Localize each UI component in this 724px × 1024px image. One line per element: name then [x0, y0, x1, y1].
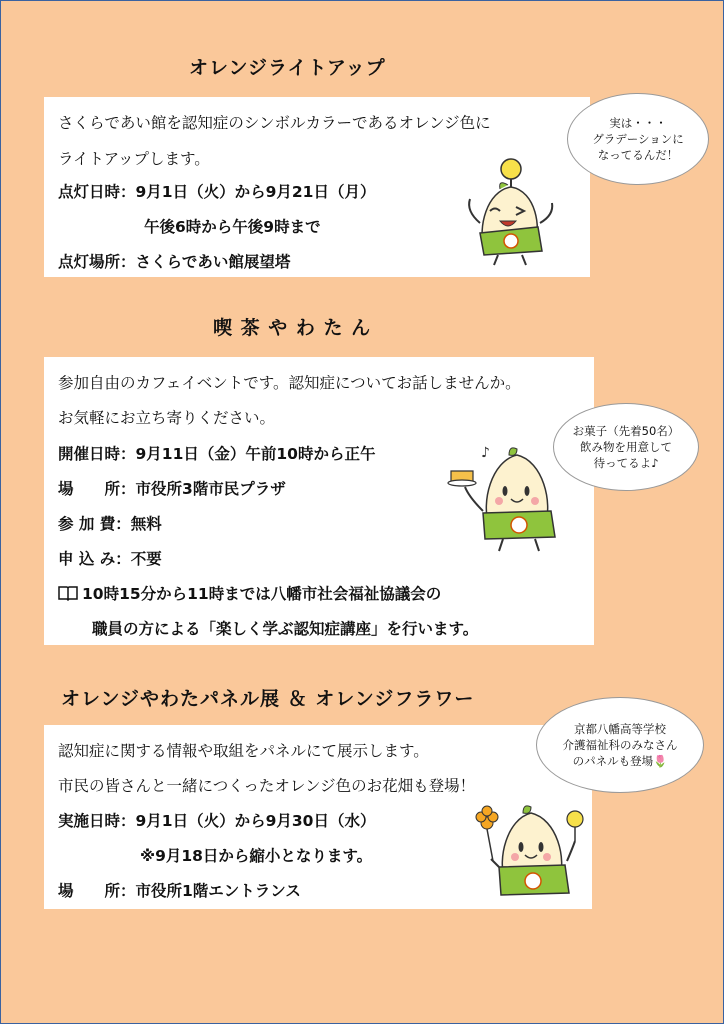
place-label: 点灯場所： [58, 253, 136, 271]
bubble-line: なってるんだ！ [597, 148, 679, 162]
section-title-light-up: オレンジライトアップ [189, 57, 386, 79]
apply-label: 申 込 み： [58, 550, 131, 568]
fee-label: 参 加 費： [58, 515, 131, 533]
description-line: さくらであい館を認知症のシンボルカラーであるオレンジ色に [58, 114, 491, 132]
date-label: 実施日時： [58, 812, 136, 830]
speech-bubble [553, 403, 699, 491]
place-row [58, 477, 286, 499]
date-value: 9月11日（金）午前10時から正午 [135, 445, 376, 463]
fee-value: 無料 [130, 515, 162, 533]
date-value: 9月1日（火）から9月21日（月） [135, 183, 376, 201]
place-row [58, 250, 290, 272]
bubble-line: 待ってるよ♪ [593, 456, 659, 470]
bubble-line: 介護福祉科のみなさん [562, 738, 678, 752]
bubble-line: 実は・・・ [609, 116, 667, 130]
svg-text:♪: ♪ [481, 445, 490, 461]
time-value: 午後6時から午後9時まで [144, 218, 321, 236]
date-row [58, 809, 375, 831]
mascot-illustration [456, 151, 561, 269]
description-line: お気軽にお立ち寄りください。 [58, 409, 276, 427]
mascot-illustration [471, 801, 591, 906]
bubble-line: 京都八幡高等学校 [574, 722, 666, 736]
speech-bubble [536, 697, 704, 793]
description-line: 市民の皆さんと一緒につくったオレンジ色のお花畑も登場！ [58, 777, 476, 795]
bubble-line: グラデーションに [592, 132, 684, 146]
place-value: 市役所1階エントランス [135, 882, 301, 900]
place-value: 市役所3階市民プラザ [135, 480, 286, 498]
note-line: 職員の方による「楽しく学ぶ認知症講座」を行います。 [92, 620, 479, 638]
place-label: 場 所： [58, 480, 136, 498]
book-icon [58, 585, 78, 601]
section-title-panel-exhibit: オレンジやわたパネル展 ＆ オレンジフラワー [61, 688, 475, 710]
place-row [58, 879, 301, 901]
date-label: 開催日時： [58, 445, 136, 463]
bubble-line: のパネルも登場🌷 [572, 754, 668, 768]
bubble-line: 飲み物を用意して [580, 440, 672, 454]
date-row [58, 180, 375, 202]
description-line: 参加自由のカフェイベントです。認知症についてお話しませんか。 [58, 374, 521, 392]
place-value: さくらであい館展望塔 [135, 253, 291, 271]
note-line: 10時15分から11時までは八幡市社会福祉協議会の [82, 585, 442, 603]
date-value: 9月1日（火）から9月30日（水） [135, 812, 376, 830]
apply-row [58, 547, 162, 569]
note-value: ※9月18日から縮小となります。 [140, 847, 373, 865]
bubble-line: お菓子（先着50名） [572, 424, 680, 438]
description-line: ライトアップします。 [58, 150, 210, 168]
date-row [58, 442, 375, 464]
note-row [58, 582, 441, 604]
fee-row [58, 512, 162, 534]
description-line: 認知症に関する情報や取組をパネルにて展示します。 [58, 742, 429, 760]
speech-bubble [567, 93, 709, 185]
mascot-illustration [441, 441, 561, 556]
apply-value: 不要 [130, 550, 162, 568]
place-label: 場 所： [58, 882, 136, 900]
section-title-cafe: 喫 茶 や わ た ん [213, 317, 372, 339]
date-label: 点灯日時： [58, 183, 136, 201]
